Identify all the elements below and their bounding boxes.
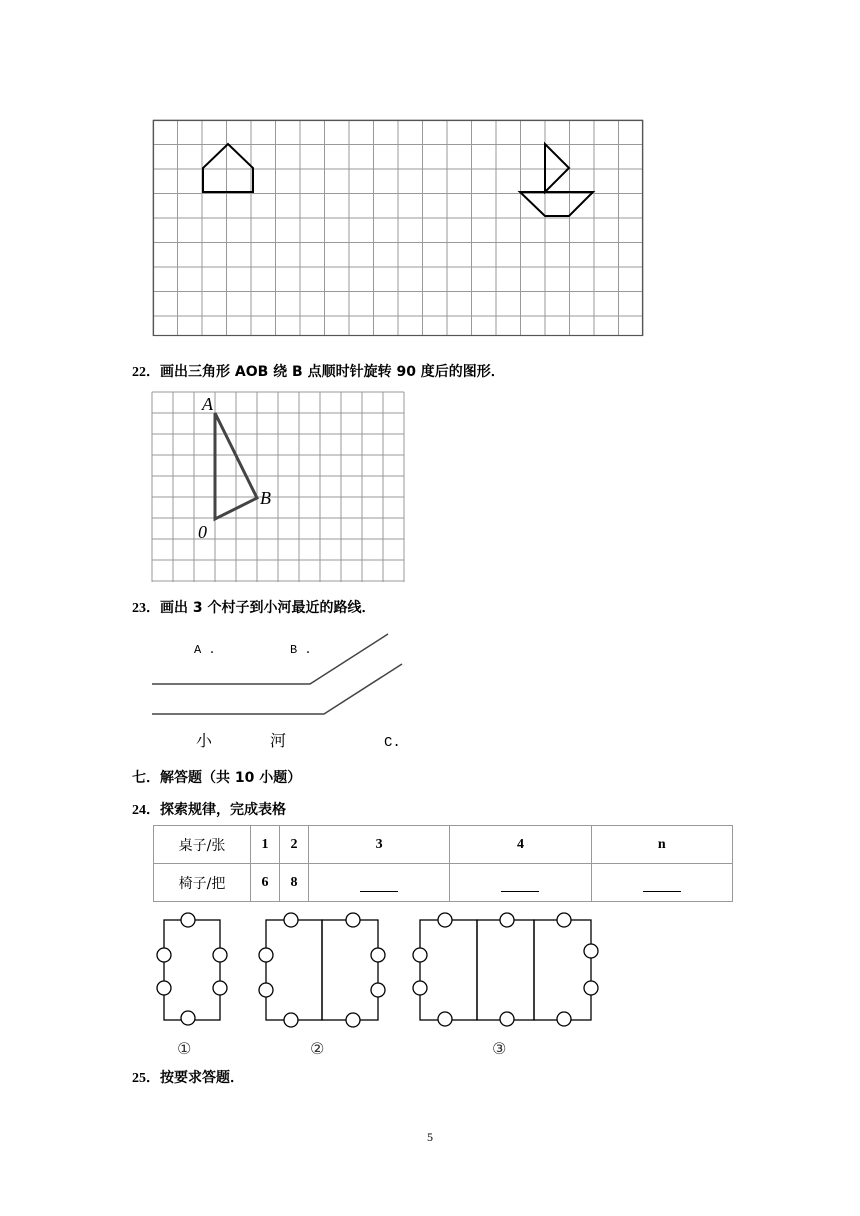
figure-label-3: ③ (492, 1039, 507, 1058)
table-chair-figures (150, 908, 610, 1058)
label-a: A (202, 394, 213, 414)
label-o: 0 (198, 522, 207, 542)
page-number: 5 (427, 1130, 433, 1144)
table-cell: 4 (450, 826, 591, 864)
pattern-table (153, 825, 733, 902)
river-bank-lower (152, 664, 402, 714)
figure-label-1: ① (177, 1039, 192, 1058)
table-cell: 2 (279, 826, 308, 864)
river-label-2: 河 (270, 731, 287, 750)
boat-hull-shape (520, 192, 593, 216)
answer-blank-cell[interactable] (450, 864, 591, 902)
village-b-label: B . (290, 643, 312, 657)
table-cell: 3 (308, 826, 449, 864)
table-row (154, 826, 733, 864)
table-cell: 1 (251, 826, 280, 864)
village-a-label: A . (194, 643, 216, 657)
label-b: B (260, 488, 271, 508)
grid-figure-22 (152, 392, 404, 582)
section-7-heading: 七．解答题（共 10 小题） (132, 770, 302, 786)
table-cell: 6 (251, 864, 280, 902)
answer-blank[interactable] (360, 877, 398, 892)
boat-sail-shape (545, 144, 569, 192)
figure-label-2: ② (310, 1039, 325, 1058)
river-bank-upper (152, 634, 388, 684)
answer-blank[interactable] (501, 877, 539, 892)
answer-blank-cell[interactable] (591, 864, 732, 902)
river-figure (152, 630, 412, 760)
river-label-1: 小 (196, 731, 213, 750)
table-cell: n (591, 826, 732, 864)
question-23: 23．画出 3 个村子到小河最近的路线． (132, 600, 376, 616)
question-24: 24．探索规律，完成表格 (132, 802, 286, 818)
question-25: 25．按要求答题． (132, 1070, 244, 1086)
table-cell: 8 (279, 864, 308, 902)
table-head-chairs: 椅子/把 (154, 864, 251, 902)
grid-figure-top (153, 120, 643, 336)
village-c-label: C. (384, 735, 401, 751)
house-shape (203, 144, 253, 192)
answer-blank[interactable] (643, 877, 681, 892)
question-22: 22．画出三角形 AOB 绕 B 点顺时针旋转 90 度后的图形． (132, 364, 505, 380)
table-head-tables: 桌子/张 (154, 826, 251, 864)
answer-blank-cell[interactable] (308, 864, 449, 902)
table-row (154, 864, 733, 902)
